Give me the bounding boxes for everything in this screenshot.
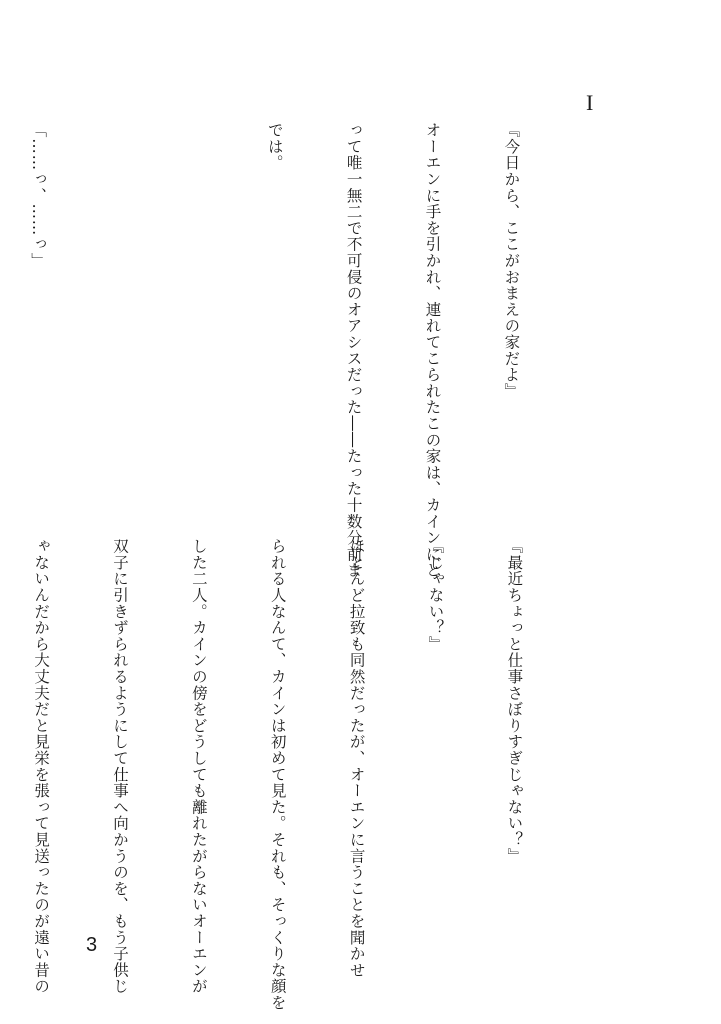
text-line	[183, 122, 209, 518]
text-line: られる人なんて、カインは初めて見た。それも、そっくりな顔を	[268, 538, 287, 1011]
text-block-upper	[0, 122, 577, 579]
text-line: では。	[265, 122, 284, 171]
text-line: って唯一無二で不可侵のオアシスだった――たった十数分前ま	[344, 122, 363, 579]
text-line: 『今日から、ここがおまえの家だよ』	[502, 122, 521, 400]
text-block-lower	[0, 538, 580, 1011]
text-line: 『最近ちょっと仕事さぼりすぎじゃない？』	[505, 538, 524, 864]
text-line: ゃないんだから大丈夫だと見栄を張って見送ったのが遠い昔の	[32, 538, 51, 995]
text-line	[104, 122, 130, 518]
text-line: 「……っ、……っ」	[29, 122, 48, 269]
text-line: オーエンに手を引かれ、連れてこられたこの家は、カインにと	[423, 122, 442, 579]
text-line: 『じゃない？』	[426, 538, 445, 653]
text-line: した二人。カインの傍をどうしても離れたがらないオーエンが	[189, 538, 208, 995]
chapter-heading: I	[586, 90, 594, 115]
text-line: 双子に引きずられるようにして仕事へ向かうのを、もう子供じ	[110, 538, 129, 995]
page-number: 3	[86, 934, 98, 956]
text-line: ほとんど拉致も同然だったが、オーエンに言うことを聞かせ	[347, 538, 366, 979]
